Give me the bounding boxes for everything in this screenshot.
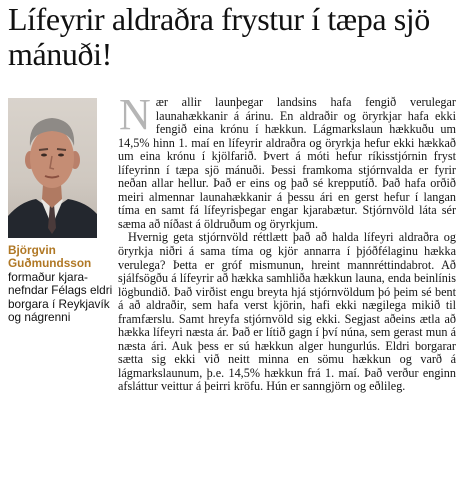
author-photo <box>8 98 97 238</box>
headline: Lífeyrir aldraðra frystur í tæpa sjö mánuði! <box>8 1 430 72</box>
paragraph-1 <box>118 90 456 231</box>
drop-cap: N <box>119 90 151 139</box>
author-name: Björgvin Guðmundsson <box>8 243 92 271</box>
author-title: formaður kjara-nefndar Félags eldri borgara í Reykjavík og nágrenni <box>8 269 113 325</box>
author-portrait-image <box>8 98 97 238</box>
paragraph-1-text: ær allir launþegar landsins hafa fengið verulegar launahækkanir á árinu. En aldraðir og öryrkjar hafa ekki fengið eina krónu í hækkun. Lágmarkslaun hækkuðu um 14,5% hinn 1. maí en lífeyrir aldraðra og öryrkja hefur ekki hækkað um eina krónu í kjölfarið. Þvert á móti hefur ríkisstjórnin fryst lífeyrinn í tæpa sjö mánuði. Þessi framkoma stjórnvalda er fyrir neðan allar hellur. Það er eins og það sé krepputíð. Það hafa orðið meiri almennar launahækkanir á þessu ári en gerst hefur í langan tíma en samt fá lífeyrisþegar engar kjarabætur. Stjórnvöld láta sér sæma að níðast á öldruðum og öryrkjum. <box>118 95 456 231</box>
article-body <box>118 90 456 394</box>
author-byline <box>8 244 116 324</box>
paragraph-2: Hvernig geta stjórnvöld réttlætt það að halda lífeyri aldraðra og öryrkja niðri á sama tíma og kjör annarra í þjóðfélaginu hækka verulega? Þetta er gróf mismunun, hreint mannréttindabrot. Að sjálfsögðu á lífeyrir að hækka samhliða hækkun launa, enda beinlínis lögbundið. Það virðist engu breyta hjá stjórnvöldum þó þeim sé bent á að aldraðir, sem hafa verst kjörin, hafi ekki nægilega mikið til framfærslu. Samt hreyfa stjórnvöld sig ekki. Segjast aðeins ætla að hækka lífeyri næsta ár. Það er lítið gagn í því núna, sem gerast mun á næsta ári. Auk þess er sú hækkun alger hungurlús. Eldri borgarar sætta sig ekki við neitt minna en sömu hækkun og varð á lágmarkslaunum, þ.e. 14,5% hækkun frá 1. maí. Það verður enginn afsláttur veittur á þeirri kröfu. Hún er sanngjörn og eðlileg. <box>118 230 456 394</box>
